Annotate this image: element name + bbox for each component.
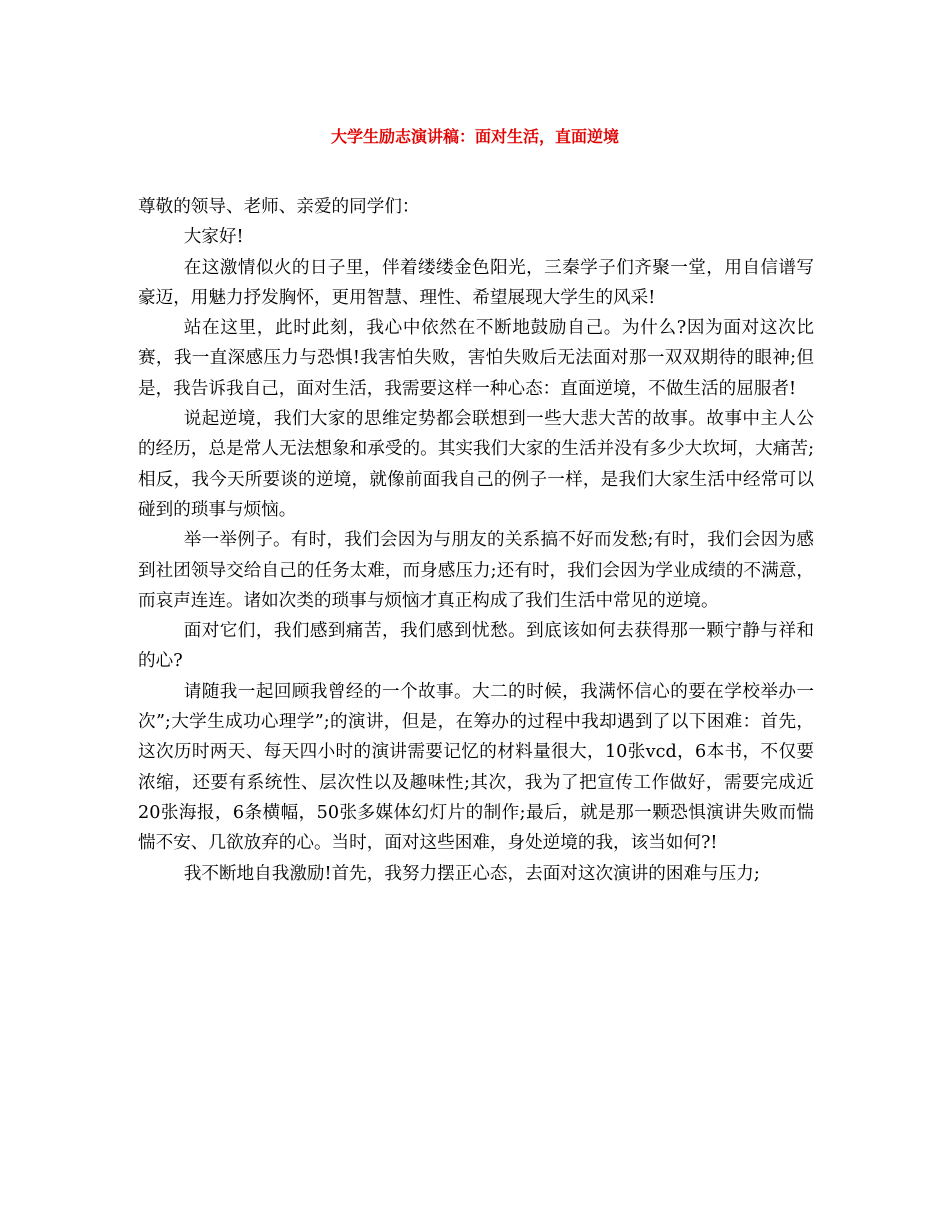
paragraph: 请随我一起回顾我曾经的一个故事。大二的时候，我满怀信心的要在学校举办一次”;大学生成功心理学”;的演讲，但是，在筹办的过程中我却遇到了以下困难：首先，这次历时两天、每天四小时的演讲需要记忆的材料量很大，10张vcd，6本书，不仅要浓缩，还要有系统性、层次性以及趣味性;其次，我为了把宣传工作做好，需要完成近20张海报，6条横幅，50张多媒体幻灯片的制作;最后，就是那一颗恐惧演讲失败而惴惴不安、几欲放弃的心。当时，面对这些困难，身处逆境的我，该当如何?!: [138, 681, 814, 854]
paragraph: 说起逆境，我们大家的思维定势都会联想到一些大悲大苦的故事。故事中主人公的经历，总是常人无法想象和承受的。其实我们大家的生活并没有多少大坎坷，大痛苦;相反，我今天所要谈的逆境，就像前面我自己的例子一样，是我们大家生活中经常可以碰到的琐事与烦恼。: [138, 409, 814, 520]
paragraph: 举一举例子。有时，我们会因为与朋友的关系搞不好而发愁;有时，我们会因为感到社团领导交给自己的任务太难，而身感压力;还有时，我们会因为学业成绩的不满意，而哀声连连。诸如次类的琐事与烦恼才真正构成了我们生活中常见的逆境。: [138, 530, 814, 611]
paragraph: 站在这里，此时此刻，我心中依然在不断地鼓励自己。为什么?因为面对这次比赛，我一直深感压力与恐惧!我害怕失败，害怕失败后无法面对那一双双期待的眼神;但是，我告诉我自己，面对生活，我需要这样一种心态：直面逆境，不做生活的屈服者!: [138, 318, 814, 399]
paragraph: 面对它们，我们感到痛苦，我们感到忧愁。到底该如何去获得那一颗宁静与祥和的心?: [138, 621, 814, 672]
paragraph: 大家好!: [183, 227, 244, 248]
paragraph: 我不断地自我激励!首先，我努力摆正心态，去面对这次演讲的困难与压力;: [183, 863, 760, 884]
document-title: 大学生励志演讲稿：面对生活，直面逆境: [330, 127, 619, 146]
paragraph: 在这激情似火的日子里，伴着缕缕金色阳光，三秦学子们齐聚一堂，用自信谱写豪迈，用魅力抒发胸怀，更用智慧、理性、希望展现大学生的风采!: [138, 257, 814, 308]
salutation: 尊敬的领导、老师、亲爱的同学们：: [138, 197, 420, 217]
document-body: [138, 192, 814, 889]
